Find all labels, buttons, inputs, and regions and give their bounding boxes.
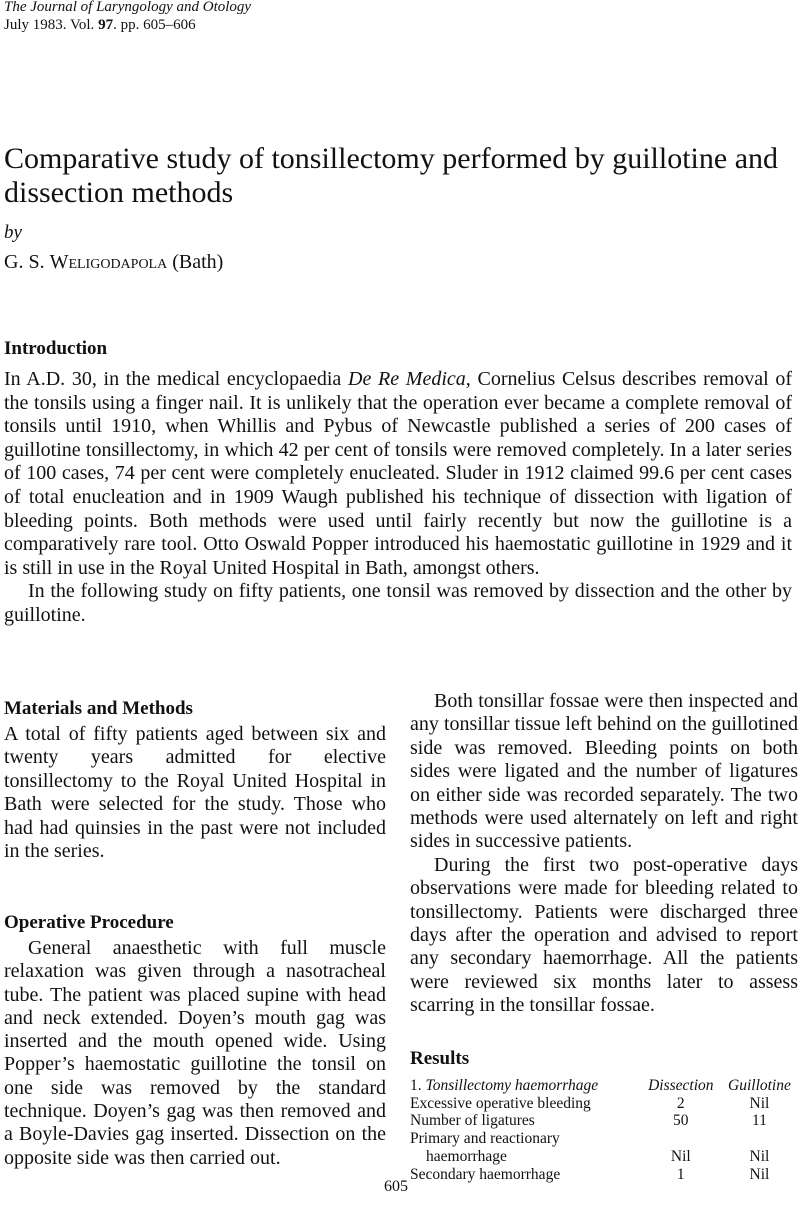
dissection-value: 1 xyxy=(676,1165,685,1183)
intro-text-rest: Cornelius Celsus describes removal of the tonsils using a finger nail. It is unlikely that the operation ever became a complete removal of tonsils until 1910, when Whillis and Pybus of Newcastle published a series of 200 cases of guillotine tonsillectomy, in which 42 per cent of tonsils were removed completely. In a later series of 100 cases, 74 per cent were completely enucleated. Sluder in 1912 claimed 99.6 per cent cases of total enucleation and in 1909 Waugh published his technique of dissection with ligation of bleeding points. Both methods were used until fairly recently but now the guillotine is a comparatively rare tool. Otto Oswald Popper introduced his haemostatic guillotine in 1929 and it is still in use in the Royal United Hospital in Bath, amongst others. xyxy=(4,368,793,579)
guillotine-value: Nil xyxy=(749,1094,770,1112)
table-title xyxy=(410,1077,641,1095)
dissection-value xyxy=(641,1130,721,1148)
intro-book-title: De Re Medica, xyxy=(348,368,471,390)
materials-heading: Materials and Methods xyxy=(4,698,193,719)
right-paragraph-1: Both tonsillar fossae were then inspected and any tonsillar tissue left behind on the guillotined side was removed. Bleeding points on both sides were ligated and the number of ligatures on either side was recorded separately. The two methods were used alternately on left and right sides in successive patients. xyxy=(410,690,798,853)
author-initials: G. S. xyxy=(4,251,50,273)
guillotine-value xyxy=(721,1130,798,1148)
operative-paragraph: General anaesthetic with full muscle relaxation was given through a nasotracheal tube. The patient was placed supine with head and neck extended. Doyen’s mouth gag was inserted and the mouth opened wide. Using Popper’s haemostatic guillotine the tonsil on one side was removed by the standard technique. Doyen’s gag was then removed and a Boyle-Davies gag inserted. Dissection on the opposite side was then carried out. xyxy=(4,937,386,1169)
row-label: haemorrhage xyxy=(426,1147,507,1165)
row-label: Primary and reactionary xyxy=(410,1130,560,1148)
operative-heading: Operative Procedure xyxy=(4,912,174,933)
volume-number: 97 xyxy=(98,17,114,33)
author-line xyxy=(4,251,223,274)
right-paragraph-2: During the first two post-operative days observations were made for bleeding related to tonsillectomy. Patients were discharged three days after the operation and advised to report any secondary haemorrhage. All the patients were reviewed six months later to assess scarring in the tonsillar fossae. xyxy=(410,853,798,1017)
materials-paragraph: A total of fifty patients aged between six and twenty years admitted for elective tonsillectomy to the Royal United Hospital in Bath were selected for the study. Those who had had quinsies in the past were not included in the series. xyxy=(4,723,386,863)
guillotine-value: 11 xyxy=(751,1112,767,1130)
table-row xyxy=(410,1112,798,1130)
issue-line xyxy=(4,16,196,34)
row-label: Secondary haemorrhage xyxy=(410,1165,561,1183)
guillotine-value: Nil xyxy=(749,1147,770,1165)
page-number: 605 xyxy=(384,1178,408,1195)
intro-text-start: In A.D. 30, in the medical encyclopaedia xyxy=(4,368,348,390)
table-number: 1. xyxy=(410,1077,426,1094)
dissection-value: 2 xyxy=(676,1094,685,1112)
page-range: . pp. 605–606 xyxy=(113,17,196,33)
author-affiliation: (Bath) xyxy=(167,251,224,273)
introduction-paragraph-1 xyxy=(4,368,792,580)
table-title-text: Tonsillectomy haemorrhage xyxy=(425,1077,599,1094)
issue-prefix: July 1983. Vol. xyxy=(4,17,95,33)
results-heading: Results xyxy=(410,1048,470,1069)
col-guillotine: Guillotine xyxy=(728,1077,791,1094)
introduction-heading: Introduction xyxy=(4,338,108,359)
introduction-paragraph-2: In the following study on fifty patients, one tonsil was removed by dissection and the other by guillotine. xyxy=(4,580,792,626)
introduction-body xyxy=(4,368,792,628)
results-table xyxy=(410,1077,798,1183)
table-row xyxy=(410,1166,798,1184)
table-row xyxy=(410,1130,798,1148)
journal-name: The Journal of Laryngology and Otology xyxy=(4,0,252,15)
dissection-value: 50 xyxy=(673,1112,689,1130)
guillotine-value: Nil xyxy=(749,1165,770,1183)
table-row xyxy=(410,1095,798,1113)
row-label: Excessive operative bleeding xyxy=(410,1094,591,1112)
table-row xyxy=(410,1148,798,1166)
dissection-value: Nil xyxy=(670,1147,691,1165)
byline-by: by xyxy=(4,222,22,243)
row-label: Number of ligatures xyxy=(410,1112,535,1130)
article-title: Comparative study of tonsillectomy performed by guillotine and dissection methods xyxy=(4,142,779,209)
author-surname: Weligodapola xyxy=(49,251,168,273)
right-column-text xyxy=(410,690,798,1018)
results-table-header xyxy=(410,1077,798,1095)
col-dissection: Dissection xyxy=(648,1077,714,1094)
